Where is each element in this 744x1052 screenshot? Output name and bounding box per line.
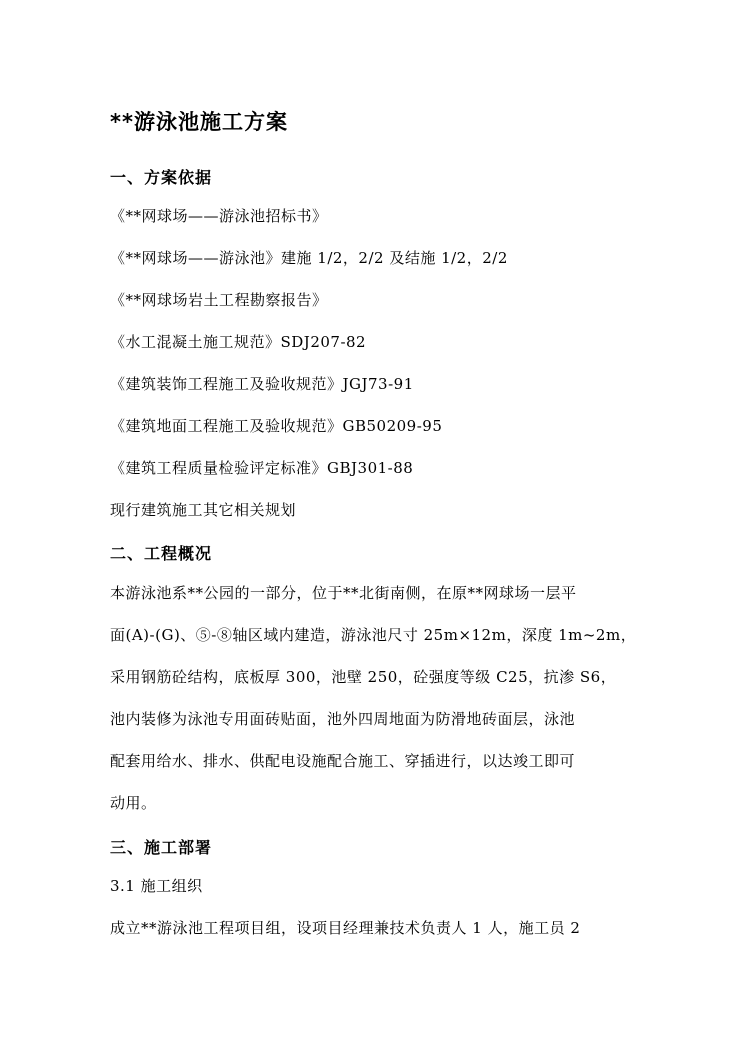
section-heading-deployment: 三、施工部署 (110, 838, 213, 857)
overview-paragraph (110, 572, 640, 824)
basis-item: 《建筑装饰工程施工及验收规范》JGJ73-91 (110, 375, 414, 393)
overview-line: 配套用给水、排水、供配电设施配合施工、穿插进行，以达竣工即可 (110, 752, 576, 770)
overview-line: 采用钢筋砼结构，底板厚 300，池壁 250，砼强度等级 C25，抗渗 S6， (110, 668, 617, 686)
basis-item: 《**网球场——游泳池招标书》 (110, 207, 328, 225)
document-title: **游泳池施工方案 (110, 110, 288, 134)
overview-line: 池内装修为泳池专用面砖贴面，池外四周地面为防滑地砖面层，泳池 (110, 710, 576, 728)
section-heading-basis: 一、方案依据 (110, 168, 213, 187)
basis-item: 现行建筑施工其它相关规划 (110, 501, 297, 519)
overview-line: 面(A)-(G)、⑤-⑧轴区域内建造，游泳池尺寸 25m×12m，深度 1m~2m， (110, 626, 637, 644)
basis-item: 《建筑地面工程施工及验收规范》GB50209-95 (110, 417, 443, 435)
overview-line: 本游泳池系**公园的一部分，位于**北街南侧，在原**网球场一层平 (110, 584, 577, 602)
basis-item: 《**网球场岩土工程勘察报告》 (110, 291, 328, 309)
subsection-heading: 3.1 施工组织 (110, 877, 203, 895)
basis-item: 《建筑工程质量检验评定标准》GBJ301-88 (110, 459, 414, 477)
overview-line: 动用。 (110, 794, 157, 812)
section-heading-overview: 二、工程概况 (110, 544, 213, 563)
deployment-line: 成立**游泳池工程项目组，设项目经理兼技术负责人 1 人，施工员 2 (110, 919, 581, 937)
basis-item: 《水工混凝土施工规范》SDJ207-82 (110, 333, 367, 351)
basis-item: 《**网球场——游泳池》建施 1/2，2/2 及结施 1/2，2/2 (110, 249, 508, 267)
